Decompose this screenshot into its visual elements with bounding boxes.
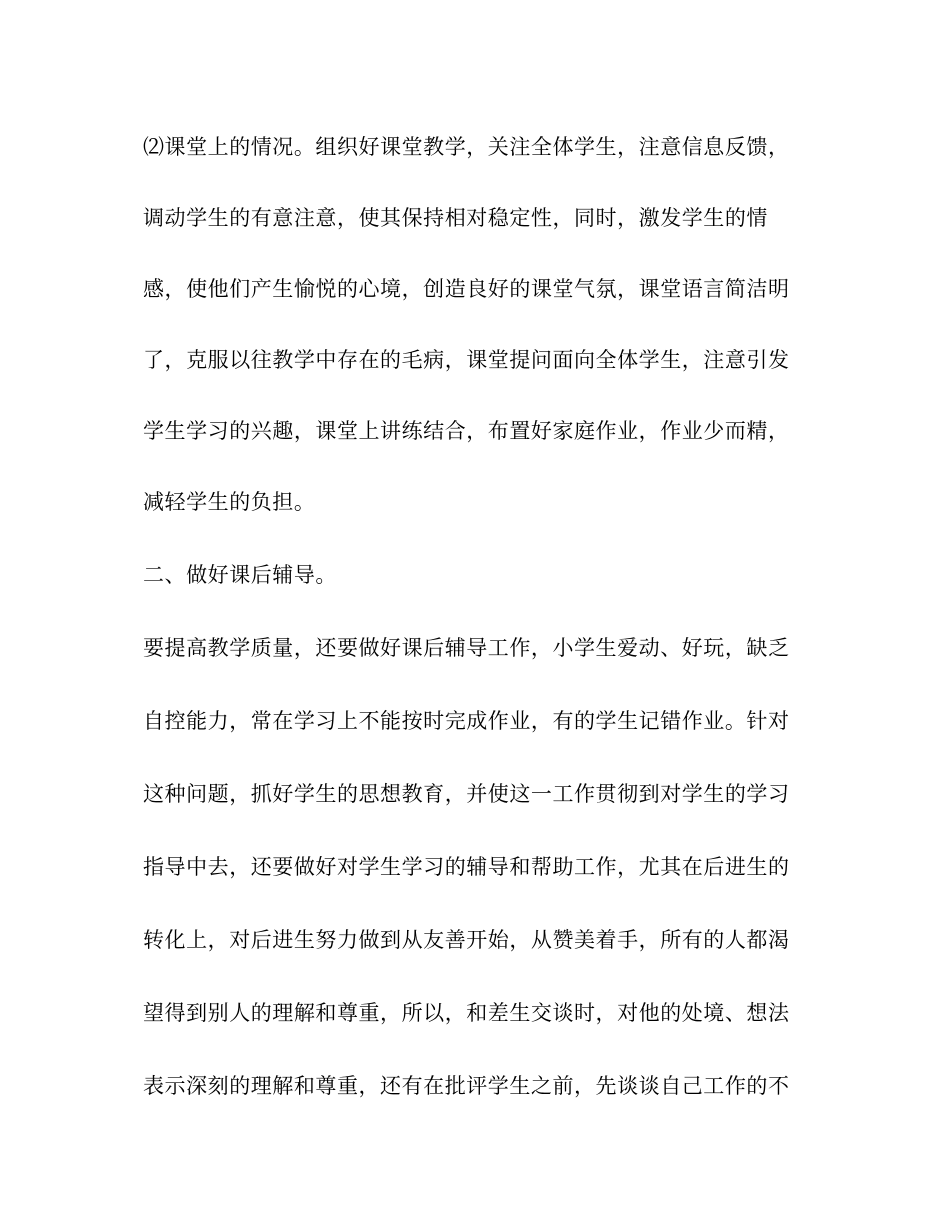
text-line-12: 转化上，对后进生努力做到从友善开始，从赞美着手，所有的人都渴 (143, 928, 790, 952)
text-line-10: 这种问题，抓好学生的思想教育，并使这一工作贯彻到对学生的学习 (143, 782, 790, 806)
text-line-3: 感，使他们产生愉悦的心境，创造良好的课堂气氛，课堂语言简洁明 (143, 277, 790, 301)
text-line-14: 表示深刻的理解和尊重，还有在批评学生之前，先谈谈自己工作的不 (143, 1074, 790, 1098)
text-line-8: 要提高教学质量，还要做好课后辅导工作，小学生爱动、好玩，缺乏 (143, 636, 790, 660)
text-line-9: 自控能力，常在学习上不能按时完成作业，有的学生记错作业。针对 (143, 709, 790, 733)
text-line-4: 了，克服以往教学中存在的毛病，课堂提问面向全体学生，注意引发 (143, 348, 790, 372)
text-line-5: 学生学习的兴趣，课堂上讲练结合，布置好家庭作业，作业少而精， (143, 419, 790, 443)
section-heading: 二、做好课后辅导。 (143, 563, 337, 587)
text-line-1: ⑵课堂上的情况。组织好课堂教学，关注全体学生，注意信息反馈， (143, 135, 790, 159)
text-line-11: 指导中去，还要做好对学生学习的辅导和帮助工作，尤其在后进生的 (143, 855, 790, 879)
text-line-6: 减轻学生的负担。 (143, 490, 316, 514)
text-line-13: 望得到别人的理解和尊重，所以，和差生交谈时，对他的处境、想法 (143, 1001, 790, 1025)
text-line-2: 调动学生的有意注意，使其保持相对稳定性，同时，激发学生的情 (143, 206, 768, 230)
